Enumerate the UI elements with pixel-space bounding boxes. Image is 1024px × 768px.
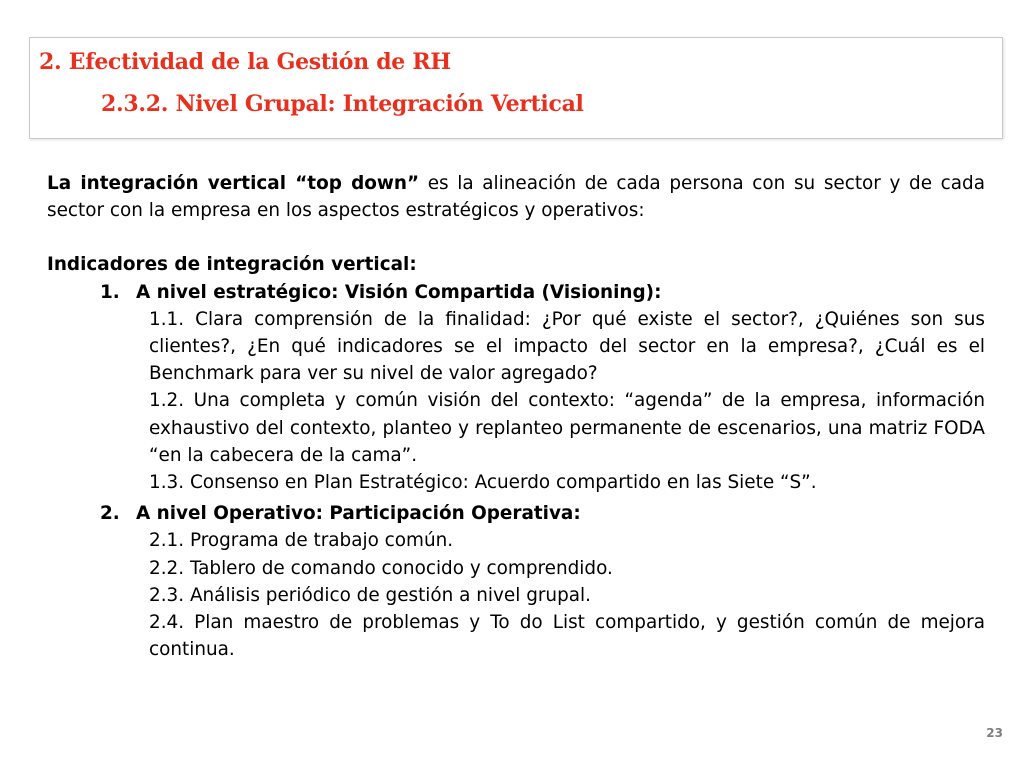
list-item: 2.3. Análisis periódico de gestión a nivel grupal. [149, 584, 591, 606]
slide-subtitle: 2.3.2. Nivel Grupal: Integración Vertical [101, 91, 584, 117]
section-heading-strategic [100, 279, 985, 306]
spacer [47, 224, 985, 251]
slide-body [47, 170, 985, 663]
list-item: 1.1. Clara comprensión de la finalidad: ¿Por qué existe el sector?, ¿Quiénes son sus clientes?, ¿En qué indicadores se el impacto del sector en la empresa?, ¿Cuál es el Benchmark para ver su nivel de valor agregado? [149, 308, 985, 385]
intro-bold: La integración vertical “top down” [47, 173, 420, 194]
list-item: 2.4. Plan maestro de problemas y To do List compartido, y gestión común de mejora continua. [149, 612, 985, 661]
page-number: 23 [986, 726, 1003, 740]
section-heading-operative [100, 500, 985, 527]
indicators-heading: Indicadores de integración vertical: [47, 254, 417, 276]
section-title: A nivel Operativo: Participación Operativa: [136, 503, 581, 525]
list-item: 1.2. Una completa y común visión del contexto: “agenda” de la empresa, información exhaustivo del contexto, planteo y replanteo permanente de escenarios, una matriz FODA “en la cabecera de la cama”. [149, 390, 985, 466]
section-number: 2. [100, 503, 120, 525]
slide-title: 2. Efectividad de la Gestión de RH [39, 49, 451, 75]
intro-text: es la alineación de cada persona con su sector y de cada sector con la empresa en los aspectos estratégicos y operativos: [47, 173, 985, 222]
section-number: 1. [100, 281, 120, 303]
title-box [29, 37, 1003, 139]
section-title: A nivel estratégico: Visión Compartida (Visioning): [136, 281, 662, 303]
intro-paragraph [47, 170, 985, 224]
list-item: 1.3. Consenso en Plan Estratégico: Acuerdo compartido en las Siete “S”. [149, 472, 817, 494]
list-item: 2.1. Programa de trabajo común. [149, 530, 454, 552]
list-item: 2.2. Tablero de comando conocido y comprendido. [149, 557, 613, 579]
